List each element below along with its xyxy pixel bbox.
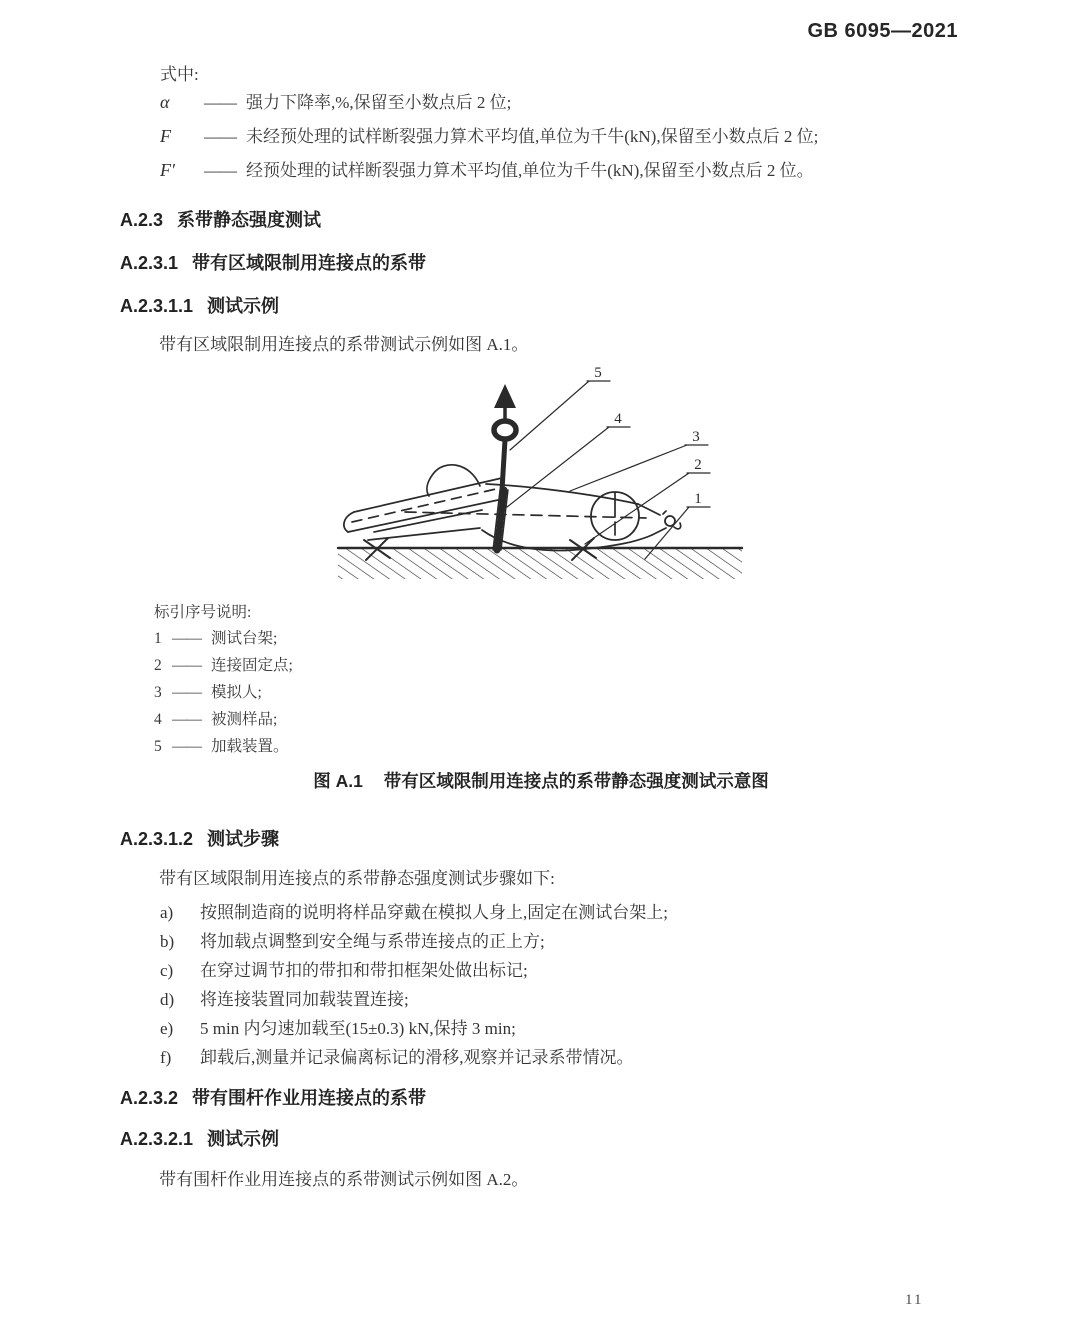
step-item: [160, 1043, 962, 1072]
legend-text: 加载装置。: [211, 738, 289, 755]
figure-legend: [154, 600, 962, 761]
legend-number: 3: [154, 684, 162, 701]
step-marker: b): [160, 932, 175, 951]
legend-number: 4: [154, 711, 162, 728]
paragraph-example-1: 带有区域限制用连接点的系带测试示例如图 A.1。: [159, 335, 529, 354]
step-text: 卸载后,测量并记录偏离标记的滑移,观察并记录系带情况。: [200, 1048, 634, 1067]
section-title: 测试示例: [207, 1129, 280, 1149]
loading-device: [494, 384, 516, 490]
step-item: [160, 985, 962, 1014]
legend-number: 5: [154, 738, 162, 755]
figure-caption: [120, 769, 962, 793]
step-item: [160, 956, 962, 985]
test-steps-list: [120, 898, 962, 1072]
legend-dash: ——: [172, 684, 201, 701]
legend-item: [154, 680, 962, 707]
legend-item: [154, 653, 962, 680]
figure-caption-title: 带有区域限制用连接点的系带静态强度测试示意图: [383, 771, 769, 791]
section-heading-a232: [120, 1086, 962, 1110]
formula-dash: ——: [204, 161, 236, 180]
formula-description: 未经预处理的试样断裂强力算术平均值,单位为千牛(kN),保留至小数点后 2 位;: [246, 127, 819, 146]
section-title: 带有围杆作业用连接点的系带: [192, 1088, 427, 1108]
formula-description: 经预处理的试样断裂强力算术平均值,单位为千牛(kN),保留至小数点后 2 位。: [246, 161, 814, 180]
formula-intro: 式中:: [160, 65, 199, 84]
svg-text:5: 5: [594, 365, 602, 381]
step-item: [160, 927, 962, 956]
legend-text: 模拟人;: [211, 684, 262, 701]
standard-number: GB 6095—2021: [807, 20, 958, 42]
figure-a1: [330, 362, 762, 592]
legend-intro: 标引序号说明:: [154, 604, 252, 621]
section-number: A.2.3.2: [120, 1088, 179, 1108]
step-marker: e): [160, 1019, 174, 1038]
legend-text: 被测样品;: [211, 711, 278, 728]
page-content: [120, 0, 962, 1193]
formula-definition-row: [160, 122, 962, 156]
section-heading-a2311: [120, 294, 962, 318]
section-title: 测试步骤: [207, 829, 280, 849]
figure-callouts: [507, 365, 710, 559]
legend-dash: ——: [172, 630, 201, 647]
legend-text: 测试台架;: [211, 630, 278, 647]
load-ring: [494, 421, 516, 439]
mannequin-head: [591, 492, 639, 540]
section-heading-a2312: [120, 827, 962, 851]
legend-dash: ——: [172, 738, 201, 755]
step-text: 将加载点调整到安全绳与系带连接点的正上方;: [200, 932, 545, 951]
formula-description: 强力下降率,%,保留至小数点后 2 位;: [246, 93, 512, 112]
formula-dash: ——: [204, 93, 236, 112]
step-text: 按照制造商的说明将样品穿戴在模拟人身上,固定在测试台架上;: [200, 903, 668, 922]
section-heading-a23: [120, 208, 962, 232]
svg-text:3: 3: [692, 429, 700, 445]
step-marker: a): [160, 903, 174, 922]
figure-a1-diagram: [330, 362, 762, 592]
legend-number: 1: [154, 630, 162, 647]
legend-item: [154, 734, 962, 761]
formula-definition-row: [160, 156, 962, 190]
section-title: 系带静态强度测试: [177, 210, 322, 230]
svg-text:2: 2: [694, 457, 702, 473]
step-item: [160, 898, 962, 927]
section-title: 测试示例: [207, 296, 280, 316]
svg-text:1: 1: [694, 491, 702, 507]
formula-symbol: α: [160, 92, 170, 112]
harness-strap: [493, 490, 508, 550]
section-number: A.2.3.2.1: [120, 1129, 194, 1149]
formula-dash: ——: [204, 127, 236, 146]
section-number: A.2.3: [120, 210, 164, 230]
legend-dash: ——: [172, 711, 201, 728]
legend-item: [154, 626, 962, 653]
load-arrow-icon: [494, 384, 516, 408]
legend-number: 2: [154, 657, 162, 674]
formula-definition-row: [160, 88, 962, 122]
step-marker: d): [160, 990, 175, 1009]
paragraph-example-2: 带有围杆作业用连接点的系带测试示例如图 A.2。: [159, 1170, 529, 1189]
mannequin-outline: [344, 465, 681, 551]
formula-symbol: F′: [160, 160, 175, 180]
legend-dash: ——: [172, 657, 201, 674]
legend-item: [154, 707, 962, 734]
step-item: [160, 1014, 962, 1043]
paragraph-steps-intro: 带有区域限制用连接点的系带静态强度测试步骤如下:: [159, 869, 555, 888]
section-number: A.2.3.1: [120, 253, 179, 273]
step-text: 将连接装置同加载装置连接;: [200, 990, 409, 1009]
step-text: 5 min 内匀速加载至(15±0.3) kN,保持 3 min;: [200, 1019, 516, 1038]
step-text: 在穿过调节扣的带扣和带扣框架处做出标记;: [200, 961, 528, 980]
page-number: 11: [905, 1292, 924, 1308]
callout-2: [585, 457, 710, 544]
test-rig-ground: [338, 538, 742, 579]
section-heading-a231: [120, 251, 962, 275]
step-marker: c): [160, 961, 174, 980]
section-heading-a2321: [120, 1127, 962, 1151]
callout-3: [570, 429, 708, 491]
step-marker: f): [160, 1048, 172, 1067]
section-number: A.2.3.1.2: [120, 829, 194, 849]
formula-symbol: F: [160, 126, 171, 146]
legend-text: 连接固定点;: [211, 657, 293, 674]
section-title: 带有区域限制用连接点的系带: [192, 253, 427, 273]
svg-text:4: 4: [614, 411, 622, 427]
section-number: A.2.3.1.1: [120, 296, 194, 316]
figure-caption-label: 图 A.1: [313, 771, 363, 791]
